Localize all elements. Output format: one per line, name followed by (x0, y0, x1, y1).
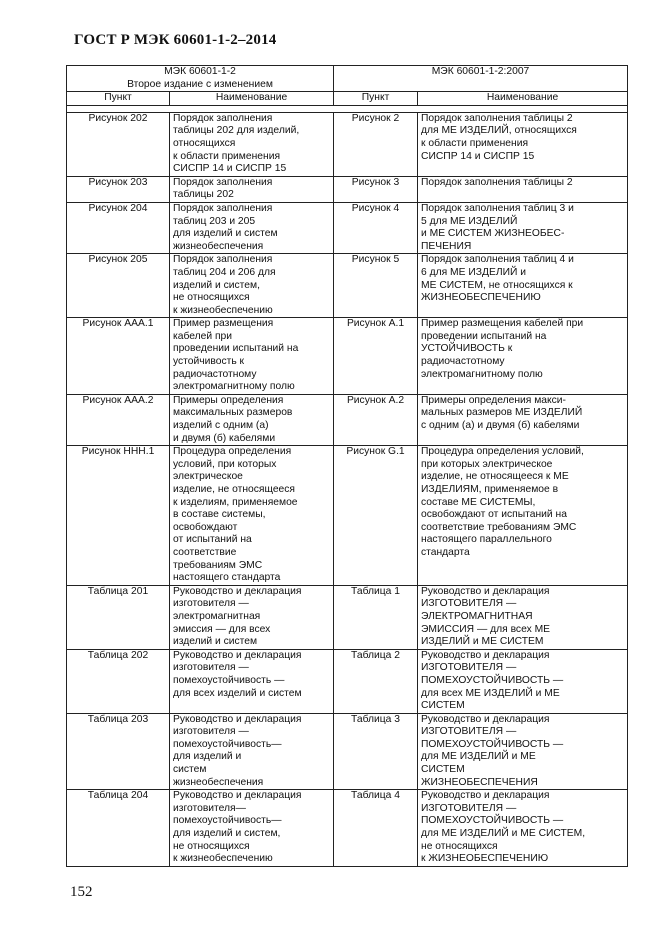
left-name-cell (170, 713, 334, 790)
table-row (67, 318, 628, 395)
name-line: для МЕ ИЗДЕЛИЙ, относящихся (421, 125, 577, 137)
name-line: Руководство и декларация (421, 585, 550, 597)
right-name-cell (418, 176, 628, 202)
name-line: изготовителя — (173, 726, 249, 738)
name-line: Порядок заполнения (173, 176, 273, 188)
name-line: таблицы 202 для изделий, (173, 125, 300, 137)
right-item-cell: Рисунок А.1 (334, 318, 418, 395)
name-line: стандарта (421, 546, 470, 558)
name-line: Порядок заполнения таблиц 3 и (421, 202, 574, 214)
right-item-cell: Рисунок G.1 (334, 446, 418, 586)
right-name-cell (418, 112, 628, 176)
name-line: радиочастотному (421, 356, 505, 368)
name-line: к области применения (173, 150, 281, 162)
left-name-cell (170, 394, 334, 445)
left-item-cell: Рисунок 203 (67, 176, 170, 202)
left-item-cell: Рисунок 205 (67, 254, 170, 318)
table-row (67, 446, 628, 586)
name-line: для изделий и систем (173, 228, 278, 240)
name-line: жизнеобеспечения (173, 776, 264, 788)
name-line: систем (173, 764, 207, 776)
left-item-cell: Таблица 204 (67, 790, 170, 867)
name-line: Руководство и декларация (173, 790, 302, 802)
name-line: Процедура определения (173, 446, 292, 458)
right-name-cell (418, 202, 628, 253)
left-name-cell (170, 112, 334, 176)
name-line: Руководство и декларация (421, 790, 550, 802)
name-line: Порядок заполнения таблицы 2 (421, 176, 573, 188)
name-line: от испытаний на (173, 534, 252, 546)
name-line: ЖИЗНЕОБЕСПЕЧЕНИЯ (421, 776, 538, 788)
table-body (67, 112, 628, 866)
name-line: мальных размеров МЕ ИЗДЕЛИЙ (421, 407, 583, 419)
left-item-column-header: Пункт (67, 92, 170, 106)
name-line: ПОМЕХОУСТОЙЧИВОСТЬ — (421, 738, 564, 750)
name-line: не относящихся (421, 840, 498, 852)
name-line: изготовителя — (173, 662, 249, 674)
table-row (67, 254, 628, 318)
name-line: СИСТЕМ (421, 764, 465, 776)
left-name-cell (170, 202, 334, 253)
name-line: Примеры определения (173, 394, 284, 406)
page-number: 152 (70, 884, 93, 900)
table-row (67, 649, 628, 713)
right-item-cell: Рисунок 2 (334, 112, 418, 176)
name-line: радиочастотному (173, 368, 257, 380)
right-name-cell (418, 254, 628, 318)
left-name-cell (170, 790, 334, 867)
table-row (67, 176, 628, 202)
name-line: Порядок заполнения таблиц 4 и (421, 254, 574, 266)
left-name-column-header: Наименование (170, 92, 334, 106)
table-row (67, 202, 628, 253)
left-item-cell: Рисунок ААА.2 (67, 394, 170, 445)
left-standard-code: МЭК 60601-1-2 (164, 66, 236, 77)
name-line: относящихся (173, 137, 236, 149)
name-line: для всех изделий и систем (173, 687, 302, 699)
name-line: ИЗГОТОВИТЕЛЯ — (421, 598, 517, 610)
name-line: МЕ СИСТЕМ, не относящихся к (421, 279, 573, 291)
left-item-cell: Рисунок ННН.1 (67, 446, 170, 586)
name-line: при которых электрическое (421, 458, 553, 470)
right-name-cell (418, 790, 628, 867)
name-line: для всех МЕ ИЗДЕЛИЙ и МЕ (421, 687, 560, 699)
name-line: освобождают (173, 521, 238, 533)
right-item-cell: Рисунок 3 (334, 176, 418, 202)
name-line: Порядок заполнения (173, 202, 273, 214)
name-line: ИЗДЕЛИЯМ, применяемое в (421, 484, 559, 495)
right-name-cell (418, 713, 628, 790)
name-line: электромагнитная (173, 610, 261, 622)
right-name-cell (418, 394, 628, 445)
name-line: таблиц 203 и 205 (173, 215, 256, 227)
name-line: СИСПР 14 и СИСПР 15 (173, 163, 287, 175)
table-row (67, 585, 628, 649)
name-line: изделий и систем, (173, 279, 260, 291)
left-name-cell (170, 585, 334, 649)
left-item-cell: Рисунок ААА.1 (67, 318, 170, 395)
right-item-cell: Таблица 1 (334, 585, 418, 649)
name-line: изделий с одним (а) (173, 420, 269, 432)
name-line: и двумя (б) кабелями (173, 432, 276, 444)
left-name-cell (170, 649, 334, 713)
name-line: устойчивость к (173, 356, 245, 368)
table-row (67, 790, 628, 867)
name-line: кабелей при (173, 330, 233, 342)
name-line: Порядок заполнения таблицы 2 (421, 112, 573, 124)
right-name-cell (418, 318, 628, 395)
name-line: помехоустойчивость— (173, 738, 282, 750)
document-header: ГОСТ Р МЭК 60601-1-2–2014 (74, 32, 277, 48)
name-line: проведении испытаний на (421, 330, 547, 342)
name-line: соответствие требованиям ЭМС (421, 521, 577, 533)
name-line: настоящего стандарта (173, 572, 281, 584)
name-line: не относящихся (173, 840, 250, 852)
name-line: Руководство и декларация (173, 649, 302, 661)
name-line: эмиссия — для всех (173, 623, 271, 635)
left-item-cell: Таблица 202 (67, 649, 170, 713)
name-line: Руководство и декларация (421, 713, 550, 725)
left-item-cell: Рисунок 202 (67, 112, 170, 176)
right-item-cell: Таблица 4 (334, 790, 418, 867)
name-line: ИЗГОТОВИТЕЛЯ — (421, 662, 517, 674)
left-standard-edition: Второе издание с изменением (127, 78, 273, 90)
left-name-cell (170, 446, 334, 586)
name-line: Пример размещения кабелей при (421, 318, 584, 330)
name-line: проведении испытаний на (173, 343, 299, 355)
name-line: Руководство и декларация (421, 649, 550, 661)
name-line: таблицы 202 (173, 189, 234, 201)
name-line: к жизнеобеспечению (173, 853, 273, 865)
right-item-cell: Рисунок 5 (334, 254, 418, 318)
name-line: таблиц 204 и 206 для (173, 266, 276, 278)
name-line: ЭЛЕКТРОМАГНИТНАЯ (421, 610, 533, 622)
name-line: для МЕ ИЗДЕЛИЙ и МЕ (421, 751, 536, 763)
name-line: настоящего параллельного (421, 534, 552, 546)
left-item-cell: Таблица 203 (67, 713, 170, 790)
name-line: Руководство и декларация (173, 585, 302, 597)
name-line: не относящихся (173, 292, 250, 304)
left-name-cell (170, 318, 334, 395)
name-line: соответствие (173, 546, 237, 558)
name-line: жизнеобеспечения (173, 240, 264, 252)
name-line: ПЕЧЕНИЯ (421, 240, 472, 252)
right-name-cell (418, 649, 628, 713)
name-line: Порядок заполнения (173, 112, 273, 124)
name-line: требованиям ЭМС (173, 559, 263, 571)
name-line: условий, при которых (173, 458, 277, 470)
name-line: помехоустойчивость— (173, 815, 282, 827)
right-item-cell: Рисунок А.2 (334, 394, 418, 445)
table-row (67, 394, 628, 445)
name-line: освобождают от испытаний на (421, 509, 567, 521)
left-item-cell: Рисунок 204 (67, 202, 170, 253)
name-line: изготовителя — (173, 598, 249, 610)
right-name-cell (418, 446, 628, 586)
name-line: ИЗГОТОВИТЕЛЯ — (421, 802, 517, 814)
name-line: Примеры определения макси- (421, 394, 566, 406)
right-item-column-header: Пункт (334, 92, 418, 106)
name-line: ЭМИССИЯ — для всех МЕ (421, 623, 551, 635)
name-line: ПОМЕХОУСТОЙЧИВОСТЬ — (421, 674, 564, 686)
name-line: УСТОЙЧИВОСТЬ к (421, 343, 513, 355)
name-line: помехоустойчивость — (173, 674, 285, 686)
left-standard-header (67, 66, 334, 92)
name-line: для МЕ ИЗДЕЛИЙ и МЕ СИСТЕМ, (421, 828, 586, 840)
name-line: к изделиям, применяемое (173, 496, 298, 508)
name-line: ЖИЗНЕОБЕСПЕЧЕНИЮ (421, 292, 541, 304)
name-line: ИЗДЕЛИЙ и МЕ СИСТЕМ (421, 636, 544, 648)
right-name-cell (418, 585, 628, 649)
name-line: СИСТЕМ (421, 700, 465, 712)
name-line: электромагнитному полю (421, 368, 543, 380)
name-line: к ЖИЗНЕОБЕСПЕЧЕНИЮ (421, 853, 549, 865)
name-line: Руководство и декларация (173, 713, 302, 725)
name-line: электромагнитному полю (173, 381, 295, 393)
right-standard-header (334, 66, 628, 92)
name-line: изготовителя— (173, 802, 246, 814)
table-row (67, 112, 628, 176)
name-line: к области применения (421, 137, 529, 149)
right-item-cell: Таблица 3 (334, 713, 418, 790)
name-line: ПОМЕХОУСТОЙЧИВОСТЬ — (421, 815, 564, 827)
name-line: изделий и систем (173, 636, 258, 648)
name-line: максимальных размеров (173, 407, 293, 419)
name-line: 5 для МЕ ИЗДЕЛИЙ (421, 215, 518, 227)
name-line: составе МЕ СИСТЕМЫ, (421, 496, 536, 508)
left-name-cell (170, 254, 334, 318)
name-line: Процедура определения условий, (421, 446, 584, 458)
name-line: для изделий и (173, 751, 242, 763)
name-line: к жизнеобеспечению (173, 304, 273, 316)
name-line: для изделий и систем, (173, 828, 281, 840)
left-item-cell: Таблица 201 (67, 585, 170, 649)
right-item-cell: Таблица 2 (334, 649, 418, 713)
name-line: Порядок заполнения (173, 254, 273, 266)
name-line: Пример размещения (173, 318, 274, 330)
name-line: изделие, не относящееся (173, 484, 296, 495)
name-line: с одним (а) и двумя (б) кабелями (421, 420, 580, 432)
table-row (67, 713, 628, 790)
name-line: электрическое (173, 471, 243, 483)
name-line: и МЕ СИСТЕМ ЖИЗНЕОБЕС- (421, 228, 565, 240)
name-line: в составе системы, (173, 509, 266, 521)
left-name-cell (170, 176, 334, 202)
comparison-table (66, 65, 628, 867)
name-line: СИСПР 14 и СИСПР 15 (421, 150, 535, 162)
header-spacer (67, 105, 628, 112)
name-line: 6 для МЕ ИЗДЕЛИЙ и (421, 266, 526, 278)
name-line: ИЗГОТОВИТЕЛЯ — (421, 726, 517, 738)
name-line: изделие, не относящееся к МЕ (421, 471, 569, 483)
right-item-cell: Рисунок 4 (334, 202, 418, 253)
right-standard-code: МЭК 60601-1-2:2007 (431, 66, 530, 77)
right-name-column-header: Наименование (418, 92, 628, 106)
